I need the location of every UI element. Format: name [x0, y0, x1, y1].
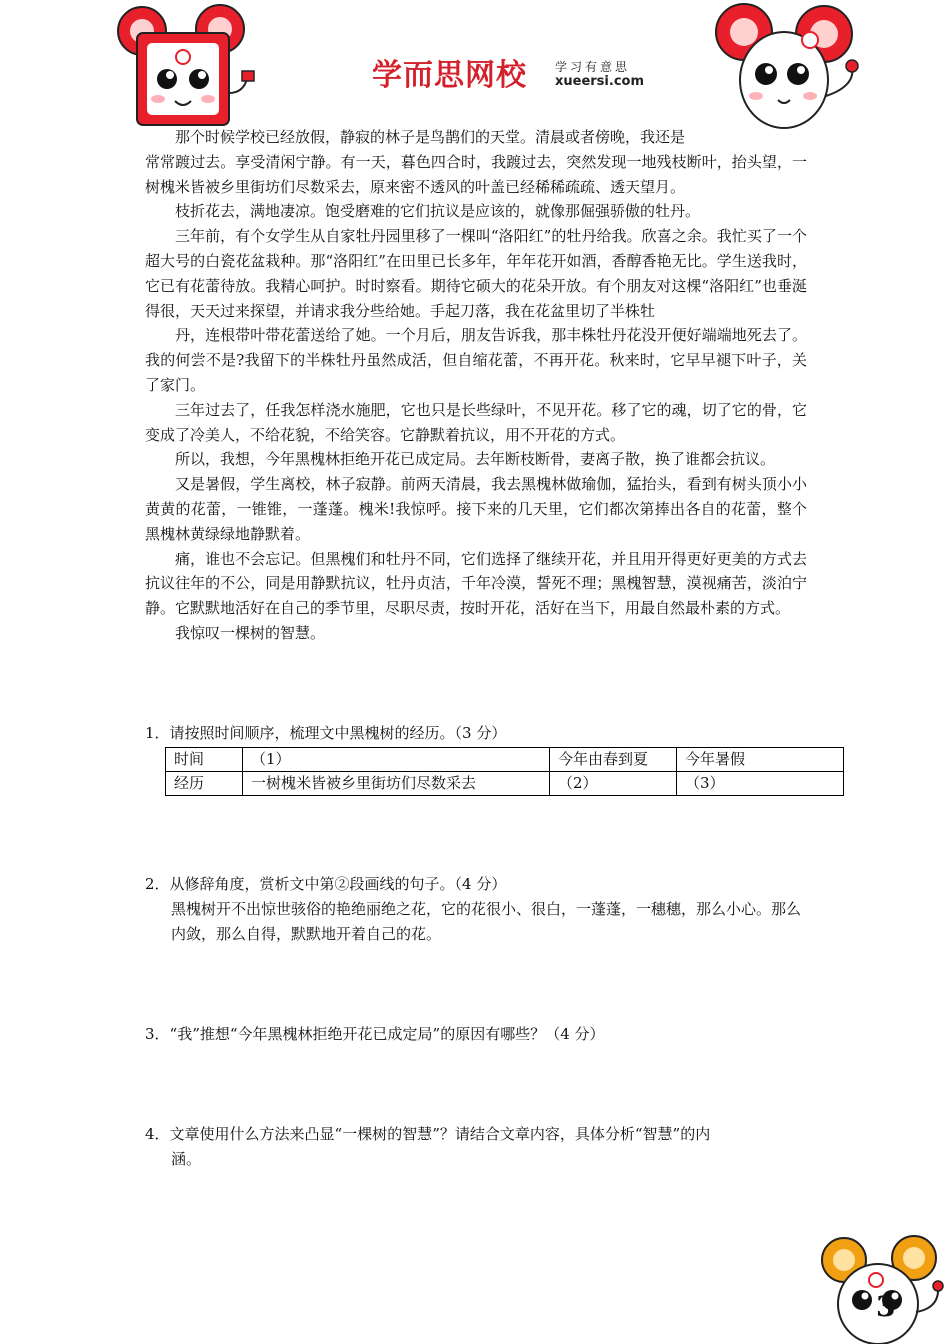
red-eared-mascot-icon — [712, 0, 867, 135]
question-3: 3．“我”推想“今年黑槐林拒绝开花已成定局”的原因有哪些？（4 分） — [145, 1025, 605, 1043]
paragraph: 痛，谁也不会忘记。但黑槐们和牡丹不同，它们选择了继续开花，并且用开得更好更美的方式去抗议往年的不公，同是用静默抗议，牡丹贞洁，千年冷漠，誓死不理；黑槐智慧，漠视痛苦，淡泊宁静。它默默地活好在自己的季节里，尽职尽责，按时开花，活好在当下，用最自然最朴素的方式。 — [145, 549, 807, 618]
timeline-table — [165, 747, 844, 796]
brand-site: xueersi.com — [555, 74, 645, 89]
question-4-line-1: 4．文章使用什么方法来凸显“一棵树的智慧”？请结合文章内容，具体分析“智慧”的内 — [145, 1125, 711, 1143]
brand-logo-text: 学而思网校 — [372, 58, 527, 93]
page-number: 3 — [876, 1290, 896, 1323]
table-cell: （1） — [243, 748, 550, 772]
table-cell: （3） — [677, 772, 844, 796]
question-4-line-2: 涵。 — [171, 1149, 202, 1168]
paragraph: 枝折花去，满地凄凉。饱受磨难的它们抗议是应该的，就像那倔强骄傲的牡丹。 — [175, 202, 701, 221]
paragraph: 所以，我想，今年黑槐林拒绝开花已成定局。去年断枝断骨，妻离子散，换了谁都会抗议。 — [175, 450, 776, 469]
question-2 — [145, 872, 815, 946]
paragraph: 我惊叹一棵树的智慧。 — [175, 623, 326, 642]
article-body — [145, 125, 807, 646]
table-cell: 今年由春到夏 — [550, 748, 677, 772]
paragraph: 丹，连根带叶带花蕾送给了她。一个月后，朋友告诉我，那丰株牡丹花没开便好端端地死去了。我的何尝不是?我留下的半株牡丹虽然成活，但自缩花蕾，不再开花。秋来时，它早早褪下叶子，关了家门。 — [145, 326, 807, 394]
table-cell: 一树槐米皆被乡里街坊们尽数采去 — [243, 772, 550, 796]
paragraph: 那个时候学校已经放假，静寂的林子是鸟鹊们的天堂。清晨或者傍晚，我还是 — [175, 128, 686, 146]
question-2-quote: 黑槐树开不出惊世骇俗的艳绝丽绝之花，它的花很小、很白，一蓬蓬，一穗穗，那么小心。那么内敛，那么自得，默默地开着自己的花。 — [171, 899, 802, 943]
question-1: 1．请按照时间顺序，梳理文中黑槐树的经历。（3 分） — [145, 724, 507, 742]
table-row — [166, 772, 844, 796]
table-cell: （2） — [550, 772, 677, 796]
orange-eared-mascot-icon — [818, 1232, 950, 1344]
question-4 — [145, 1122, 815, 1172]
paragraph: 又是暑假，学生离校，林子寂静。前两天清晨，我去黑槐林做瑜伽，猛抬头，看到有树头顶小小黄黄的花蕾，一锥锥，一蓬蓬。槐米!我惊呼。接下来的几天里，它们都次第捧出各自的花蕾，整个黑槐林黄绿绿地静默着。 — [145, 475, 807, 543]
table-cell: 今年暑假 — [677, 748, 844, 772]
table-row — [166, 748, 844, 772]
red-square-mascot-icon — [112, 3, 262, 133]
table-cell: 时间 — [166, 748, 243, 772]
paragraph: 三年前，有个女学生从自家牡丹园里移了一棵叫“洛阳红”的牡丹给我。欣喜之余。我忙买了一个超大号的白瓷花盆栽种。那“洛阳红”在田里已长多年，年年花开如酒，香醇香艳无比。学生送我时，它已有花蕾待放。我精心呵护。时时察看。期待它硕大的花朵开放。有个朋友对这棵“洛阳红”也垂涎得很，天天过来探望，并请求我分些给她。手起刀落，我在花盆里切了半株牡 — [145, 227, 807, 320]
question-2-prompt: 2．从修辞角度，赏析文中第②段画线的句子。（4 分） — [145, 875, 507, 893]
paragraph: 常常踱过去。享受清闲宁静。有一天，暮色四合时，我踱过去，突然发现一地残枝断叶，抬头望，一树槐米皆被乡里街坊们尽数采去，原来密不透风的叶盖已经稀稀疏疏、透天望月。 — [145, 152, 807, 196]
table-cell: 经历 — [166, 772, 243, 796]
brand-tagline: 学习有意思 — [555, 60, 631, 74]
paragraph: 三年过去了，任我怎样浇水施肥，它也只是长些绿叶，不见开花。移了它的魂，切了它的骨，它变成了冷美人，不给花貌，不给笑容。它静默着抗议，用不开花的方式。 — [145, 400, 807, 444]
